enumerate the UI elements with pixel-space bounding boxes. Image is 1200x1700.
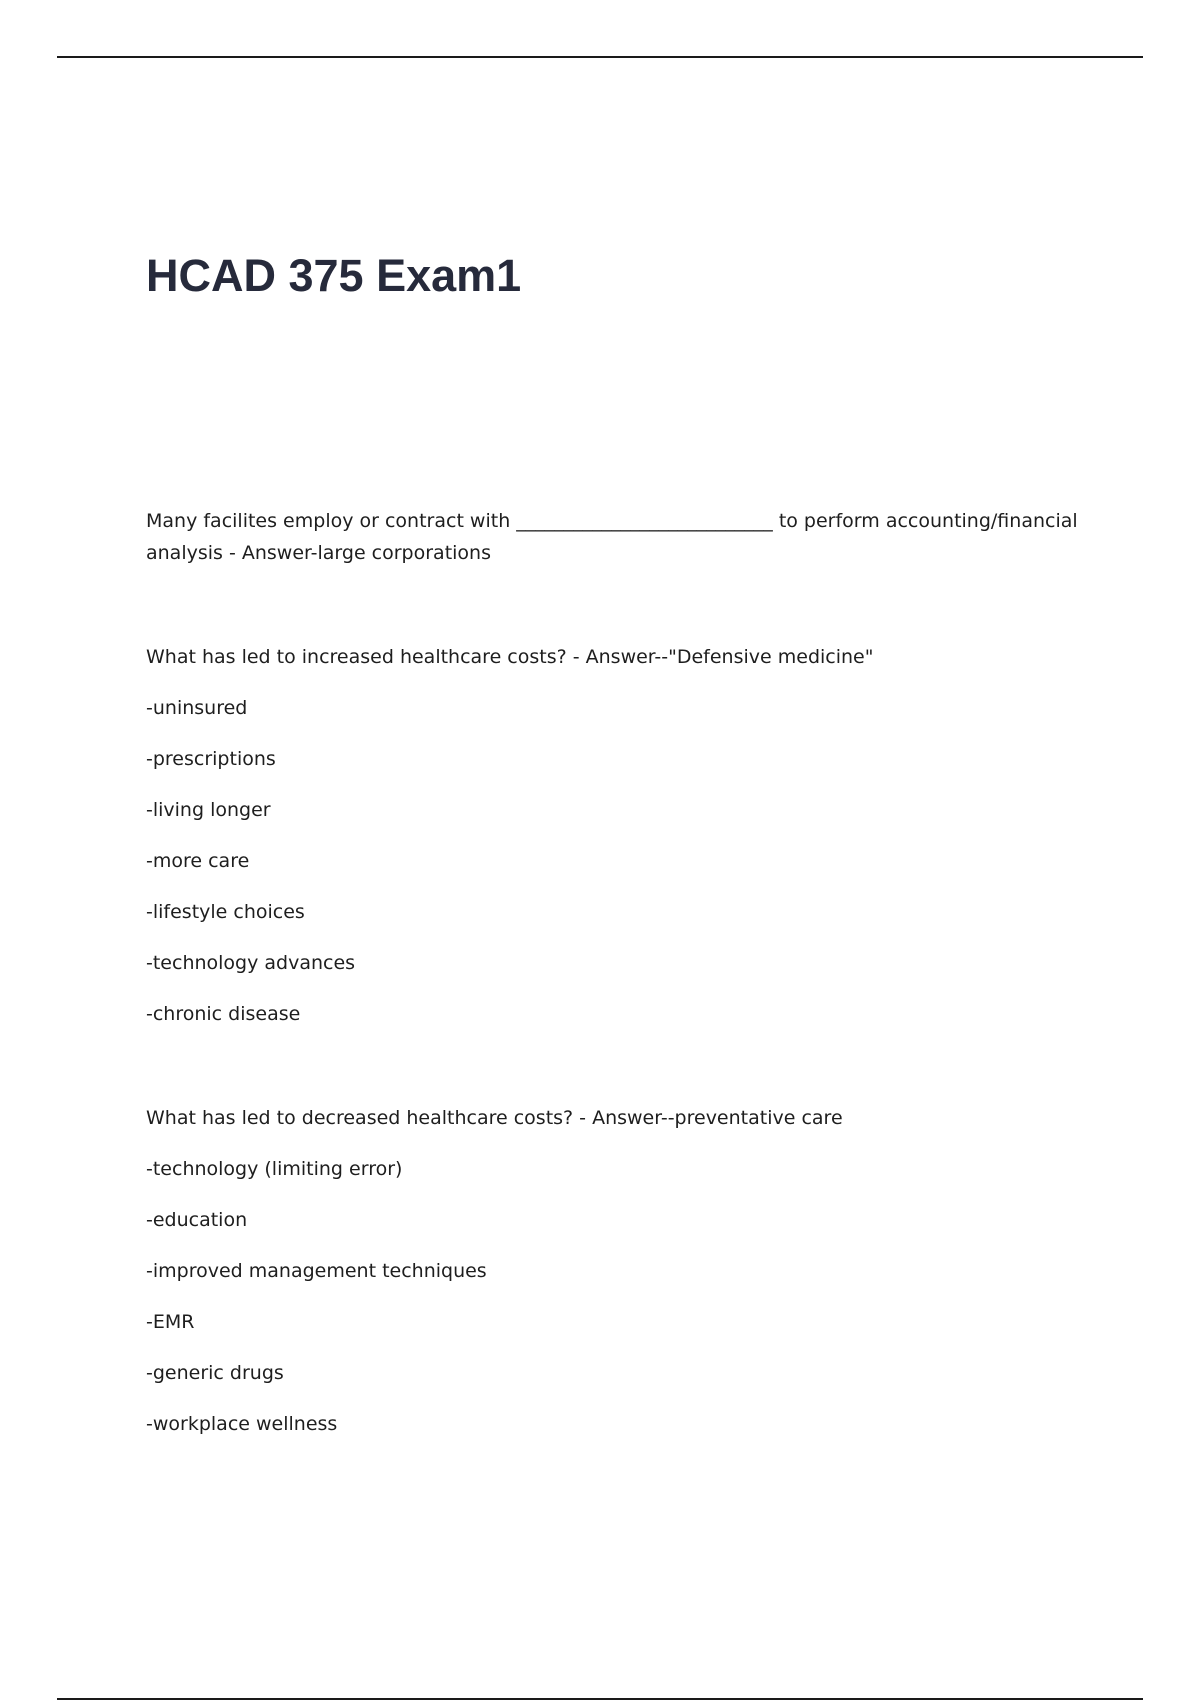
qa-block-2: [146, 641, 1086, 1030]
list-item: -prescriptions: [146, 748, 276, 770]
list-item: -generic drugs: [146, 1362, 284, 1384]
qa-block-3: [146, 1102, 1086, 1440]
list-item: -EMR: [146, 1311, 195, 1333]
list-item: -uninsured: [146, 697, 248, 719]
document-title: HCAD 375 Exam1: [146, 250, 522, 301]
qa-block-1: [146, 505, 1086, 569]
list-item: -technology (limiting error): [146, 1158, 403, 1180]
answer-list: [146, 692, 1086, 1030]
header-rule: [57, 56, 1143, 58]
list-item: -chronic disease: [146, 1003, 301, 1025]
list-item: -workplace wellness: [146, 1413, 338, 1435]
answer-list: [146, 1153, 1086, 1440]
question-text: What has led to decreased healthcare costs? - Answer--preventative care: [146, 1107, 843, 1129]
question-text: Many facilites employ or contract with ___________________________ to perform accounting/financial analysis - Answer-large corporations: [146, 510, 1078, 564]
list-item: -technology advances: [146, 952, 356, 974]
list-item: -improved management techniques: [146, 1260, 487, 1282]
list-item: -lifestyle choices: [146, 901, 305, 923]
list-item: -living longer: [146, 799, 271, 821]
list-item: -more care: [146, 850, 250, 872]
question-text: What has led to increased healthcare costs? - Answer--"Defensive medicine": [146, 646, 874, 668]
list-item: -education: [146, 1209, 248, 1231]
document-body: [146, 505, 1086, 1440]
